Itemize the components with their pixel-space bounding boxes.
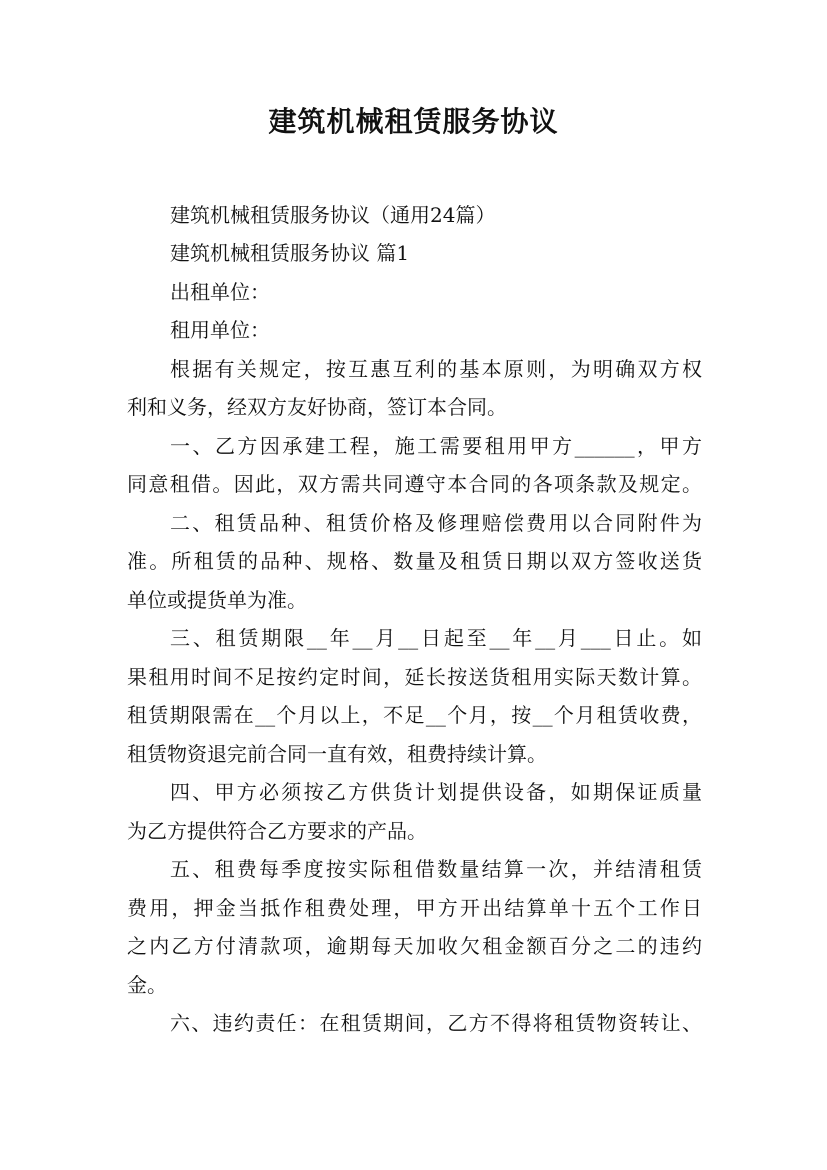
clause-5-line: 五、租费每季度按实际租借数量结算一次，并结清租赁 — [170, 857, 702, 881]
clause-5-line: 金。 — [127, 973, 167, 997]
subtitle-line: 建筑机械租赁服务协议（通用24篇） — [170, 203, 496, 227]
clause-3-line: 果租用时间不足按约定时间，延长按送货租用实际天数计算。 — [127, 665, 702, 689]
clause-3-line: 租赁物资退完前合同一直有效，租费持续计算。 — [127, 742, 547, 766]
clause-5-line: 之内乙方付清款项，逾期每天加收欠租金额百分之二的违约 — [127, 934, 702, 958]
section-heading: 建筑机械租赁服务协议 篇1 — [170, 241, 410, 265]
clause-5-line: 费用，押金当抵作租费处理，甲方开出结算单十五个工作日 — [127, 896, 702, 920]
clause-1-line: 同意租借。因此，双方需共同遵守本合同的各项条款及规定。 — [127, 472, 702, 496]
clause-4-line: 四、甲方必须按乙方供货计划提供设备，如期保证质量 — [170, 780, 702, 804]
paragraph-line: 利和义务，经双方友好协商，签订本合同。 — [127, 395, 507, 419]
clause-3-line: 租赁期限需在__个月以上，不足__个月，按__个月租赁收费， — [127, 703, 702, 727]
document-title: 建筑机械租赁服务协议 — [268, 105, 559, 138]
clause-1-line: 一、乙方因承建工程，施工需要租用甲方______，甲方 — [170, 434, 702, 458]
lessor-field: 出租单位： — [170, 280, 270, 304]
clause-4-line: 为乙方提供符合乙方要求的产品。 — [127, 819, 427, 843]
clause-2-line: 单位或提货单为准。 — [127, 588, 307, 612]
clause-6-line: 六、违约责任：在租赁期间，乙方不得将租赁物资转让、 — [170, 1011, 702, 1035]
clause-2-line: 二、租赁品种、租赁价格及修理赔偿费用以合同附件为 — [170, 511, 702, 535]
clause-2-line: 准。所租赁的品种、规格、数量及租赁日期以双方签收送货 — [127, 549, 702, 573]
lessee-field: 租用单位： — [170, 318, 270, 342]
clause-3-line: 三、租赁期限__年__月__日起至__年__月___日止。如 — [170, 626, 702, 650]
paragraph-line: 根据有关规定，按互惠互利的基本原则，为明确双方权 — [170, 357, 702, 381]
